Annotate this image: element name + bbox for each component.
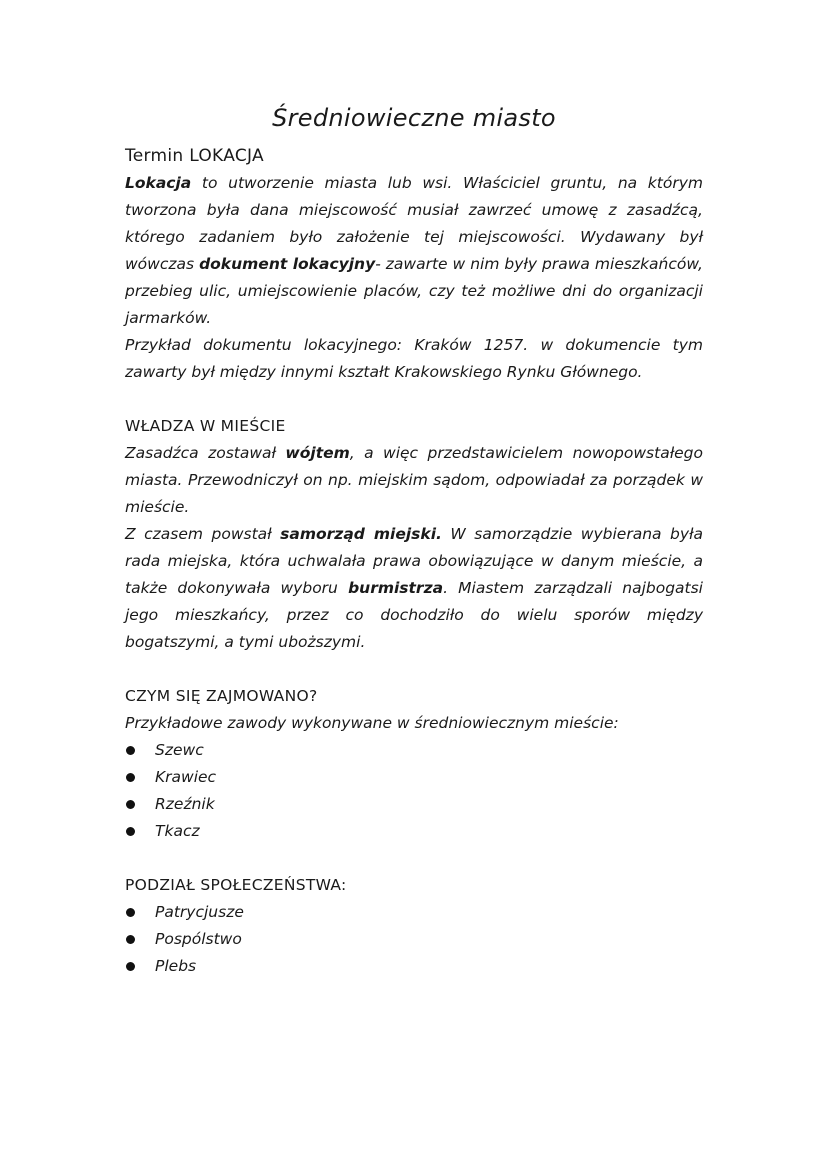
bullet-icon bbox=[126, 746, 135, 755]
paragraph-lokacja-definition bbox=[125, 170, 703, 332]
list-item bbox=[125, 818, 703, 845]
list-item bbox=[125, 926, 703, 953]
paragraph-wojt bbox=[125, 440, 703, 521]
text-run: W samorządzie wybierana była rada miejska, która uchwalała prawa obowiązujące w danym mieście, a także dokonywała wyboru bbox=[125, 525, 703, 597]
text-run: - zawarte w nim były prawa mieszkańców, przebieg ulic, umiejscowienie placów, czy też możliwe dni do organizacji jarmarków. bbox=[125, 255, 703, 327]
text-run: Z czasem powstał bbox=[125, 525, 281, 543]
bullet-icon bbox=[126, 908, 135, 917]
list-item bbox=[125, 737, 703, 764]
spacer bbox=[125, 386, 703, 413]
list-item-label: Krawiec bbox=[155, 768, 217, 786]
bullet-icon bbox=[126, 962, 135, 971]
list-item-label: Pospólstwo bbox=[155, 930, 242, 948]
bullet-icon bbox=[126, 773, 135, 782]
text-run: Zasadźca zostawał bbox=[125, 444, 286, 462]
list-item bbox=[125, 764, 703, 791]
bold-term: burmistrza bbox=[348, 579, 444, 597]
paragraph-samorzad bbox=[125, 521, 703, 656]
section-heading-podzial: PODZIAŁ SPOŁECZEŃSTWA: bbox=[125, 876, 347, 894]
text-run: . Miastem zarządzali najbogatsi jego mieszkańcy, przez co dochodziło do wielu sporów między bogatszymi, a tymi uboższymi. bbox=[125, 579, 703, 651]
list-podzial bbox=[125, 899, 703, 980]
list-item bbox=[125, 791, 703, 818]
list-item-label: Tkacz bbox=[155, 822, 200, 840]
list-item bbox=[125, 899, 703, 926]
list-item bbox=[125, 953, 703, 980]
document-title: Średniowieczne miasto bbox=[272, 104, 556, 132]
text-run: to utworzenie miasta lub wsi. Właściciel gruntu, na którym tworzona była dana miejscowość musiał zawrzeć umowę z zasadźcą, którego zadaniem było założenie tej miejscowości. Wydawany był wówczas bbox=[125, 174, 703, 273]
section-heading-wladza: WŁADZA W MIEŚCIE bbox=[125, 417, 286, 435]
list-item-label: Patrycjusze bbox=[155, 903, 244, 921]
document-body bbox=[125, 143, 703, 980]
bold-term: Lokacja bbox=[125, 174, 192, 192]
bullet-icon bbox=[126, 935, 135, 944]
list-item-label: Rzeźnik bbox=[155, 795, 215, 813]
bullet-icon bbox=[126, 800, 135, 809]
bold-term: samorząd miejski. bbox=[280, 525, 442, 543]
bold-term: dokument lokacyjny bbox=[199, 255, 376, 273]
spacer bbox=[125, 845, 703, 872]
section-heading-lokacja: Termin LOKACJA bbox=[125, 146, 264, 166]
spacer bbox=[125, 656, 703, 683]
bullet-icon bbox=[126, 827, 135, 836]
paragraph-lokacja-example: Przykład dokumentu lokacyjnego: Kraków 1257. w dokumencie tym zawarty był między innymi kształt Krakowskiego Rynku Głównego. bbox=[125, 336, 703, 381]
paragraph-zawody-intro: Przykładowe zawody wykonywane w średniowiecznym mieście: bbox=[125, 714, 619, 732]
list-zawody bbox=[125, 737, 703, 845]
bold-term: wójtem bbox=[285, 444, 350, 462]
text-run: , a więc przedstawicielem nowopowstałego miasta. Przewodniczył on np. miejskim sądom, odpowiadał za porządek w mieście. bbox=[125, 444, 704, 516]
list-item-label: Plebs bbox=[155, 957, 197, 975]
list-item-label: Szewc bbox=[155, 741, 204, 759]
section-heading-zajecia: CZYM SIĘ ZAJMOWANO? bbox=[125, 687, 318, 705]
